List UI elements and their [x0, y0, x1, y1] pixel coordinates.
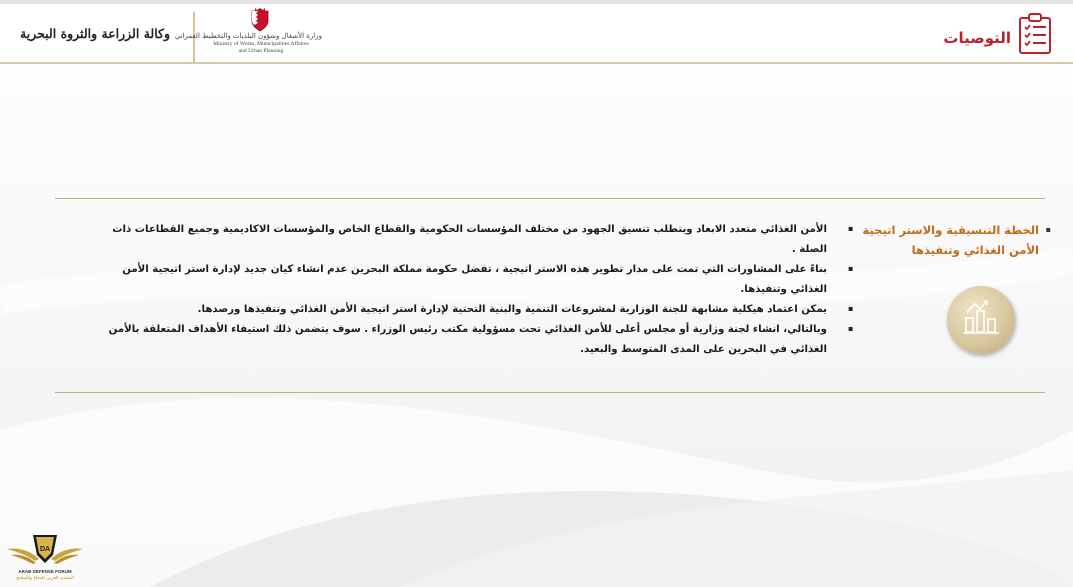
svg-text:DA: DA	[39, 546, 51, 553]
ministry-name-en-line1: Ministry of Works, Municipalities Affaires	[213, 41, 309, 47]
list-item	[95, 320, 827, 360]
bullet-marker: ▪	[848, 264, 854, 273]
list-item	[95, 300, 827, 320]
bullet-marker: ▪	[848, 324, 854, 333]
section-title-line2: الأمن الغذائي وتنفيذها	[911, 243, 1039, 257]
logo-text-en: ARAB DEFENSE FORUM	[18, 569, 72, 574]
section-title-line1: الخطة التنسيقية والاستر اتيجية	[862, 223, 1039, 237]
bahrain-emblem-icon	[249, 8, 271, 32]
bullet-marker: ▪	[848, 304, 854, 313]
list-item-line: وبالتالي، انشاء لجنة وزارية أو مجلس أعلى للأمن الغذائي تحت مسؤولية مكتب رئيس الوزراء . سوف يتضمن ذلك استيفاء الأهداف المتعلقة بالأمن	[108, 324, 827, 335]
section-top-rule	[55, 198, 1045, 199]
list-item-line: الغذائي في البحرين على المدى المتوسط والبعيد.	[580, 344, 827, 355]
header-bar	[0, 4, 1073, 64]
section-title	[859, 220, 1051, 260]
section-bullet: ▪	[1045, 225, 1051, 234]
ministry-name-en-line2: and Urban Planning	[238, 47, 284, 54]
list-item-line: الغذائي وتنفيذها.	[740, 284, 827, 295]
clipboard-checklist-icon	[1018, 13, 1052, 55]
agency-name: وكالة الزراعة والثروة البحرية	[20, 26, 170, 41]
recommendations-list	[95, 220, 827, 360]
list-item-line: الصلة .	[791, 244, 827, 255]
ministry-logo	[174, 8, 322, 62]
list-item	[95, 260, 827, 300]
bar-chart-icon	[947, 286, 1015, 354]
list-item	[95, 220, 827, 260]
section-icon-circle	[947, 286, 1015, 354]
list-item-line: الأمن الغذائي متعدد الابعاد ويتطلب تنسيق الجهود من مختلف المؤسسات الحكومية والقطاع الخاص والمؤسسات الاكاديمية وجميع القطاعات ذات	[112, 224, 827, 235]
logo-text-ar: المنتدى العربي للدفاع والتسليح	[16, 576, 74, 581]
ministry-name-en	[200, 41, 322, 54]
bullet-marker: ▪	[848, 224, 854, 233]
ministry-name-ar: وزارة الأشغال وشؤون البلديات والتخطيط العمراني	[174, 32, 322, 40]
list-item-line: يمكن اعتماد هيكلية مشابهة للجنة الوزارية لمشروعات التنمية والبنية التحتية لإدارة استر اتيجية الأمن الغذائي وتنفيذها ورصدها.	[197, 304, 827, 315]
list-item-line: بناءً على المشاورات التي تمت على مدار تطوير هذه الاستر اتيجية ، تفضل حكومة مملكة البحرين عدم انشاء كيان جديد لإدارة استر اتيجية الأمن	[122, 264, 827, 275]
section-bottom-rule	[55, 392, 1045, 393]
page-title: التوصيات	[943, 29, 1011, 47]
